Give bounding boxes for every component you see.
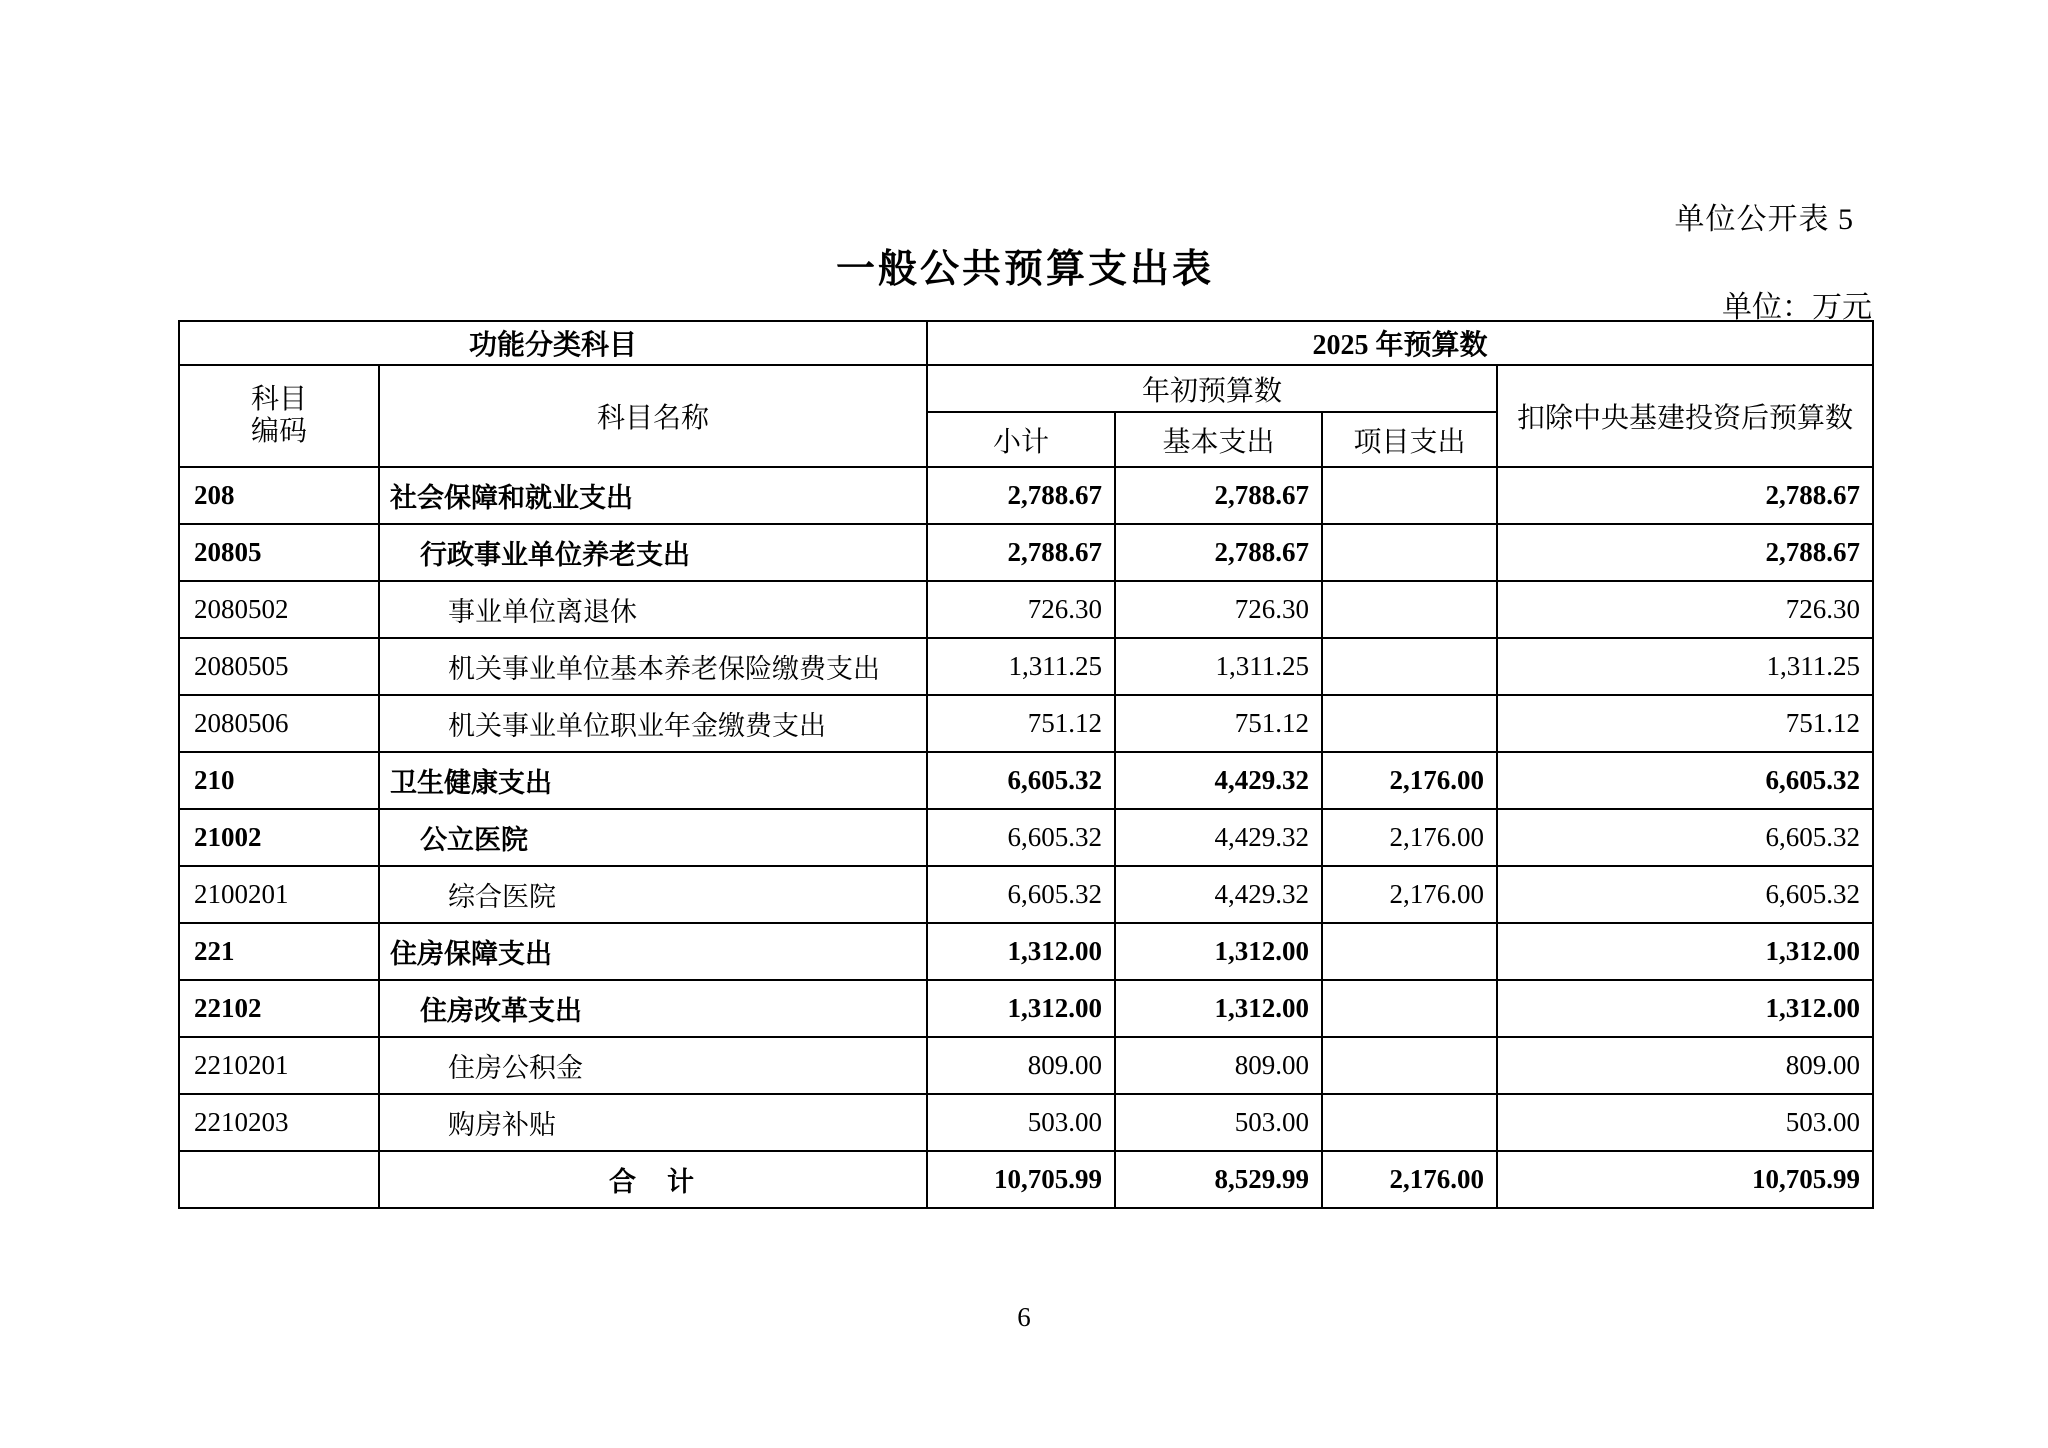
- subtotal-cell: 2,788.67: [927, 524, 1115, 581]
- project-expenditure-cell: [1322, 524, 1497, 581]
- basic-expenditure-cell: 2,788.67: [1115, 467, 1322, 524]
- initial-budget-header: 年初预算数: [927, 365, 1497, 412]
- table-row: [179, 1151, 1873, 1208]
- subject-name-cell: 综合医院: [379, 866, 927, 923]
- subtotal-header: 小计: [927, 412, 1115, 467]
- after-deduction-cell: 503.00: [1497, 1094, 1873, 1151]
- subtotal-cell: 10,705.99: [927, 1151, 1115, 1208]
- subject-code-cell: 210: [179, 752, 379, 809]
- subject-code-cell: 2210203: [179, 1094, 379, 1151]
- subject-code-cell: 2080506: [179, 695, 379, 752]
- subtotal-cell: 6,605.32: [927, 866, 1115, 923]
- project-expenditure-cell: [1322, 980, 1497, 1037]
- after-deduction-cell: 6,605.32: [1497, 809, 1873, 866]
- basic-expenditure-cell: 726.30: [1115, 581, 1322, 638]
- after-deduction-cell: 809.00: [1497, 1037, 1873, 1094]
- subtotal-cell: 6,605.32: [927, 752, 1115, 809]
- budget-year-header: 2025 年预算数: [927, 321, 1873, 365]
- budget-table: [178, 320, 1874, 1209]
- subject-name-cell: 卫生健康支出: [379, 752, 927, 809]
- subject-name-cell: 社会保障和就业支出: [379, 467, 927, 524]
- subject-name-header: 科目名称: [379, 365, 927, 467]
- subject-code-cell: 20805: [179, 524, 379, 581]
- corner-table-label: 单位公开表 5: [1674, 203, 1854, 236]
- after-deduction-cell: 726.30: [1497, 581, 1873, 638]
- basic-expenditure-cell: 1,312.00: [1115, 923, 1322, 980]
- after-deduction-cell: 1,312.00: [1497, 980, 1873, 1037]
- table-body: [179, 467, 1873, 1208]
- after-deduction-cell: 751.12: [1497, 695, 1873, 752]
- project-expenditure-cell: 2,176.00: [1322, 1151, 1497, 1208]
- after-deduction-header: 扣除中央基建投资后预算数: [1497, 365, 1873, 467]
- page-title: 一般公共预算支出表: [835, 248, 1214, 291]
- subject-code-cell: 208: [179, 467, 379, 524]
- project-expenditure-cell: [1322, 581, 1497, 638]
- project-expenditure-cell: 2,176.00: [1322, 752, 1497, 809]
- project-expenditure-cell: 2,176.00: [1322, 866, 1497, 923]
- subtotal-cell: 2,788.67: [927, 467, 1115, 524]
- project-expenditure-cell: [1322, 467, 1497, 524]
- table-row: [179, 1094, 1873, 1151]
- subject-name-cell: 行政事业单位养老支出: [379, 524, 927, 581]
- after-deduction-cell: 1,311.25: [1497, 638, 1873, 695]
- subject-code-cell: 2080505: [179, 638, 379, 695]
- basic-expenditure-cell: 4,429.32: [1115, 752, 1322, 809]
- subtotal-cell: 726.30: [927, 581, 1115, 638]
- subject-name-cell: 购房补贴: [379, 1094, 927, 1151]
- table-row: [179, 923, 1873, 980]
- basic-expenditure-cell: 809.00: [1115, 1037, 1322, 1094]
- subject-name-cell: 合 计: [379, 1151, 927, 1208]
- subtotal-cell: 503.00: [927, 1094, 1115, 1151]
- function-category-header: 功能分类科目: [179, 321, 927, 365]
- subject-code-header: [179, 365, 379, 467]
- after-deduction-cell: 2,788.67: [1497, 467, 1873, 524]
- header-row-2: [179, 365, 1873, 412]
- subject-name-cell: 机关事业单位职业年金缴费支出: [379, 695, 927, 752]
- basic-expenditure-cell: 751.12: [1115, 695, 1322, 752]
- subject-code-cell: 22102: [179, 980, 379, 1037]
- subject-code-cell: [179, 1151, 379, 1208]
- subtotal-cell: 1,311.25: [927, 638, 1115, 695]
- subject-name-cell: 住房改革支出: [379, 980, 927, 1037]
- basic-expenditure-cell: 4,429.32: [1115, 809, 1322, 866]
- subject-code-cell: 2100201: [179, 866, 379, 923]
- project-expenditure-header: 项目支出: [1322, 412, 1497, 467]
- table-row: [179, 638, 1873, 695]
- table-row: [179, 752, 1873, 809]
- basic-expenditure-cell: 2,788.67: [1115, 524, 1322, 581]
- project-expenditure-cell: [1322, 1094, 1497, 1151]
- table-row: [179, 467, 1873, 524]
- table-header: [179, 321, 1873, 467]
- table-row: [179, 524, 1873, 581]
- table-row: [179, 1037, 1873, 1094]
- table-row: [179, 980, 1873, 1037]
- unit-note: 单位：万元: [1722, 291, 1872, 324]
- subject-code-cell: 2210201: [179, 1037, 379, 1094]
- after-deduction-cell: 6,605.32: [1497, 752, 1873, 809]
- after-deduction-cell: 1,312.00: [1497, 923, 1873, 980]
- subtotal-cell: 1,312.00: [927, 980, 1115, 1037]
- subject-name-cell: 住房公积金: [379, 1037, 927, 1094]
- subject-name-cell: 住房保障支出: [379, 923, 927, 980]
- after-deduction-cell: 6,605.32: [1497, 866, 1873, 923]
- basic-expenditure-cell: 8,529.99: [1115, 1151, 1322, 1208]
- project-expenditure-cell: 2,176.00: [1322, 809, 1497, 866]
- basic-expenditure-header: 基本支出: [1115, 412, 1322, 467]
- subtotal-cell: 1,312.00: [927, 923, 1115, 980]
- subtotal-cell: 809.00: [927, 1037, 1115, 1094]
- basic-expenditure-cell: 1,311.25: [1115, 638, 1322, 695]
- basic-expenditure-cell: 1,312.00: [1115, 980, 1322, 1037]
- subject-name-cell: 公立医院: [379, 809, 927, 866]
- table-row: [179, 695, 1873, 752]
- project-expenditure-cell: [1322, 638, 1497, 695]
- basic-expenditure-cell: 503.00: [1115, 1094, 1322, 1151]
- table-row: [179, 581, 1873, 638]
- subject-code-cell: 221: [179, 923, 379, 980]
- subject-code-header-line1: 科目: [250, 383, 307, 415]
- subject-code-header-line2: 编码: [250, 416, 307, 447]
- project-expenditure-cell: [1322, 923, 1497, 980]
- subject-code-cell: 21002: [179, 809, 379, 866]
- page-number: 6: [1017, 1302, 1031, 1332]
- basic-expenditure-cell: 4,429.32: [1115, 866, 1322, 923]
- after-deduction-cell: 10,705.99: [1497, 1151, 1873, 1208]
- subtotal-cell: 6,605.32: [927, 809, 1115, 866]
- subject-name-cell: 事业单位离退休: [379, 581, 927, 638]
- table-row: [179, 866, 1873, 923]
- subject-name-cell: 机关事业单位基本养老保险缴费支出: [379, 638, 927, 695]
- project-expenditure-cell: [1322, 695, 1497, 752]
- project-expenditure-cell: [1322, 1037, 1497, 1094]
- table-row: [179, 809, 1873, 866]
- subject-code-cell: 2080502: [179, 581, 379, 638]
- subtotal-cell: 751.12: [927, 695, 1115, 752]
- after-deduction-cell: 2,788.67: [1497, 524, 1873, 581]
- header-row-1: [179, 321, 1873, 365]
